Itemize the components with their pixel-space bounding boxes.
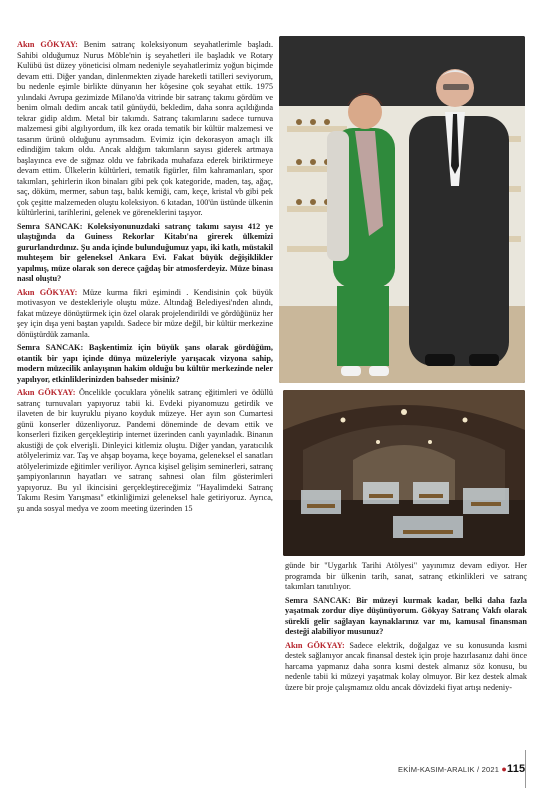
- question: [17, 343, 273, 385]
- page-number: 115: [507, 763, 526, 775]
- speaker-akin: Akın GÖKYAY:: [17, 287, 78, 297]
- question: [285, 596, 527, 638]
- question-text: Bir müzeyi kurmak kadar, belki daha fazla yaşatmak zordur diye düşünüyorum. Gökyay Satranç Vakfı olarak sürekli gelir sağlayan kaynaklarınız var mı, kamusal finansman desteği alabiliyor musunuz?: [285, 595, 527, 636]
- paragraph: [17, 40, 273, 219]
- paragraph: [285, 561, 527, 593]
- paragraph-text: Benim satranç koleksiyonum seyahatlerimle başladı. Sahibi olduğumuz Nurus Möble'nin iş seyahetleri ile başladık ve Rotary Kulübü üst düzey yöneticisi olmam nedeniyle seyahatlerimiz yoğun biçimde devam etti. Diğer yandan, dinlenmekten ziyade hareketli tatilleri seviyorum, bu nedenle eşimle birlikte dünyanın her köşesine çok seyahat ettik. 1975 yılındaki Avrupa gezimizde Milano'da vitrinde bir satranç takımı gördüm ve benim olmalı dedim ancak tatil günüydü, bekledim, daha sonra açıldığında tekrar gidip aldım. Metal bir takımdı. Satranç takımlarını sadece turnuva malzemesi gibi algılıyordum, ilk kez orada tematik bir kültür malzemesi ve tasarım ürünü olduğunu ayrımsadım. Evimiz için dekorasyon amaçlı ilk edindiğim takım oldu. Ancak aldığım takımların sayısı giderek artmaya başlayınca eve de sığmaz oldu ve fabrikada muhafaza ederek biriktirmeye devam ettim. Ülkelerin kültürleri, tematik figürler, film kahramanları, spor takımları, şehirlerin ikon binaları gibi pek çok kategoride, maden, taş, ağaç, saç, döküm, mermer, sabun taşı, balık kemiği, cam, keçe, kristal vb gibi pek çok çeşitte malzemeden oluştu koleksiyon. 6 kıtadan, 100'ün üstünde ülkenin kültürlerini, tarihlerini, gelenek ve göreneklerini taşıyor.: [17, 40, 274, 217]
- question-text: Koleksiyonunuzdaki satranç takımı sayısı 412 ye ulaştığında da Guiness Rekorlar Kitabı'na girerek ülkemizi gururlandırdınız. Şu anda içinde bulunduğumuz yapı, iki katlı, müstakil muhteşem bir geleneksel Ankara Evi. Fakat büyük değişiklikler yapılmış, müze olarak son derece çağdaş bir atmosferdeyiz. Müze binası nasıl oluştu?: [17, 221, 273, 283]
- question-text: Başkentimiz için büyük şans olarak gördüğüm, otantik bir yapı içinde dünya müzeleriyle yarışacak vizyona sahip, modern müzecilik anlayışının hakim olduğu bu kültür merkezinde neler yapılıyor, etkinliklerinizden bahseder misiniz?: [17, 343, 273, 384]
- paragraph-text: Sadece elektrik, doğalgaz ve su konusunda kısmi destek sağlanıyor ancak finansal destek için proje hazırlasanız dahi önce harcama yapmanız daha sonra kısmi destek almanız söz konusu, bu nedenle tabii ki müzeyi yaşatmak kolay olmuyor. Bir kez destek almak üzere bir proje çalışmamız oldu ancak dövizdeki fiyat artışı nedeniy-: [285, 640, 527, 692]
- left-text-column: [17, 40, 273, 517]
- speaker-semra: Semra SANCAK:: [17, 221, 83, 231]
- paragraph: [285, 641, 527, 694]
- museum-illustration: [283, 390, 525, 556]
- issue-label: EKİM-KASIM-ARALIK / 2021: [398, 765, 500, 774]
- paragraph: [17, 388, 273, 514]
- page-footer: [398, 763, 525, 775]
- speaker-akin: Akın GÖKYAY:: [285, 640, 345, 650]
- bullet-icon: ●: [501, 764, 508, 774]
- speaker-semra: Semra SANCAK:: [285, 595, 351, 605]
- speaker-akin: Akın GÖKYAY:: [17, 388, 76, 397]
- paragraph: [17, 288, 273, 341]
- paragraph-text: günde bir "Uygarlık Tarihi Atölyesi" yayınımız devam ediyor. Her programda bir ülkenin tarih, sanat, satranç etkinlikleri ve satranç takımları tanıtılıyor.: [285, 561, 527, 591]
- paragraph-text: Öncelikle çocuklara yönelik satranç eğitimleri ve ödüllü satranç turnuvaları yapıyoruz tabii ki. Evdeki piyanomuzu getirdik ve ilaveten de bir kuyruklu piyano koyduk müzeye. Her ayın son Cumartesi günü konserler düzenliyoruz. Pandemi döneminde de devam ettik ve konserleri fiziken gerçekleştirip internet üzerinden canlı yayınladık. Binanın akustiği de çok elverişli. Dinleyici kitlemiz oluştu. Diğer yandan, yaratıcılık atölyelerimiz var. Taş ve ahşap boyama, keçe boyama, geleneksel el sanatları atölyelerimizde eğitimler veriliyor. Ayrıca kişisel gelişim seminerleri, satranç şampiyonlarının hayatları ve satranç sahnesi olan film gösterimleri yapıyoruz. Bu yıl ikincisini gerçekleştireceğimiz "Hayalimdeki Satranç Takımı Resim Yarışması" etkinliğimizi geleneksel hale getiriyoruz. Ayrıca, şu anda sosyal medya ve zoom meeting üzerinden 15: [17, 388, 273, 513]
- portrait-illustration: [279, 36, 525, 383]
- portrait-photo: [279, 36, 525, 383]
- question: [17, 222, 273, 285]
- speaker-akin: Akın GÖKYAY:: [17, 40, 78, 49]
- speaker-semra: Semra SANCAK:: [17, 343, 84, 352]
- right-text-column: [285, 561, 527, 696]
- museum-interior-photo: [283, 390, 525, 556]
- footer-divider: [525, 750, 526, 788]
- paragraph-text: Müze kurma fikri eşimindi . Kendisinin çok büyük motivasyon ve destekleriyle oluştu müze. Altındağ Belediyesi'nden alındı, fakat müzeye dönüştürmek için özel olarak projelendirildi ve gördüğünüz her şey için dışa yeni baştan yapıldı. Sadece bir müze değil, bir kültür merkezine dönüştürdük zamanla.: [17, 287, 273, 339]
